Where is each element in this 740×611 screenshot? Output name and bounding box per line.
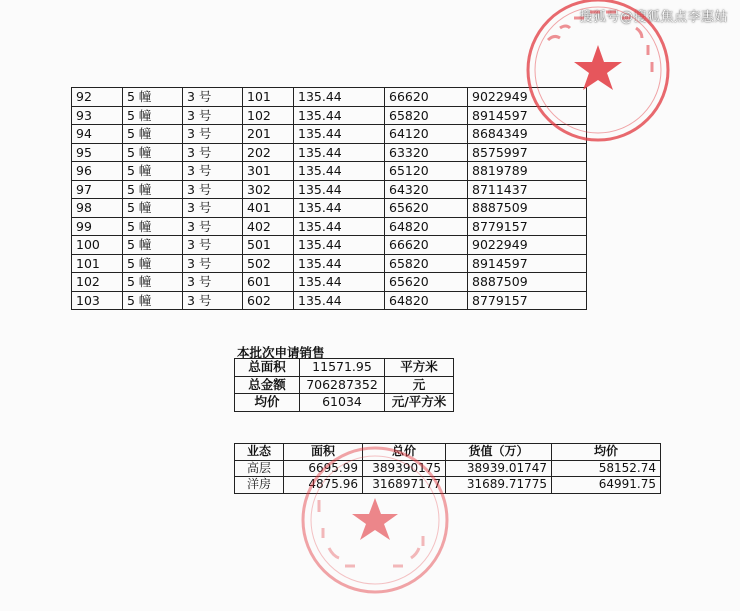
breakdown-header-cell: 面积 xyxy=(284,444,363,461)
unit-cell: 201 xyxy=(243,125,294,144)
breakdown-cell: 31689.71775 xyxy=(446,477,552,494)
breakdown-table xyxy=(234,443,661,494)
unit-cell: 3 号 xyxy=(183,162,243,181)
seal-star-icon xyxy=(574,45,622,90)
summary-label: 均价 xyxy=(235,394,300,412)
unit-cell: 3 号 xyxy=(183,199,243,218)
unit-cell: 135.44 xyxy=(294,125,385,144)
unit-cell: 9022949 xyxy=(468,236,587,255)
breakdown-row xyxy=(235,477,661,494)
unit-cell: 65820 xyxy=(385,106,468,125)
summary-value: 61034 xyxy=(300,394,385,412)
watermark-text: 搜狐号@搜狐焦点李惠姑 xyxy=(579,10,728,25)
unit-cell: 103 xyxy=(72,291,123,310)
unit-cell: 3 号 xyxy=(183,106,243,125)
unit-row xyxy=(72,106,587,125)
unit-cell: 135.44 xyxy=(294,180,385,199)
unit-row xyxy=(72,217,587,236)
unit-row xyxy=(72,143,587,162)
unit-cell: 135.44 xyxy=(294,106,385,125)
breakdown-cell: 58152.74 xyxy=(552,460,661,477)
breakdown-cell: 316897177 xyxy=(363,477,446,494)
unit-cell: 5 幢 xyxy=(123,236,183,255)
unit-cell: 100 xyxy=(72,236,123,255)
unit-cell: 5 幢 xyxy=(123,291,183,310)
unit-cell: 202 xyxy=(243,143,294,162)
breakdown-header-cell: 货值（万） xyxy=(446,444,552,461)
unit-cell: 5 幢 xyxy=(123,88,183,107)
breakdown-header-row xyxy=(235,444,661,461)
unit-cell: 135.44 xyxy=(294,199,385,218)
unit-cell: 3 号 xyxy=(183,125,243,144)
unit-cell: 5 幢 xyxy=(123,125,183,144)
unit-cell: 8779157 xyxy=(468,291,587,310)
summary-row-amount xyxy=(235,376,454,394)
unit-cell: 3 号 xyxy=(183,273,243,292)
unit-row xyxy=(72,162,587,181)
unit-row xyxy=(72,88,587,107)
unit-cell: 5 幢 xyxy=(123,162,183,181)
unit-cell: 93 xyxy=(72,106,123,125)
unit-row xyxy=(72,125,587,144)
breakdown-cell: 高层 xyxy=(235,460,284,477)
unit-cell: 96 xyxy=(72,162,123,181)
unit-cell: 302 xyxy=(243,180,294,199)
breakdown-cell: 6695.99 xyxy=(284,460,363,477)
unit-cell: 602 xyxy=(243,291,294,310)
unit-row xyxy=(72,291,587,310)
unit-cell: 101 xyxy=(72,254,123,273)
summary-unit: 平方米 xyxy=(385,359,454,377)
unit-cell: 8914597 xyxy=(468,254,587,273)
summary-unit: 元/平方米 xyxy=(385,394,454,412)
unit-cell: 135.44 xyxy=(294,88,385,107)
unit-cell: 98 xyxy=(72,199,123,218)
unit-cell: 101 xyxy=(243,88,294,107)
unit-cell: 63320 xyxy=(385,143,468,162)
unit-cell: 3 号 xyxy=(183,236,243,255)
unit-cell: 601 xyxy=(243,273,294,292)
unit-cell: 102 xyxy=(243,106,294,125)
unit-cell: 135.44 xyxy=(294,273,385,292)
unit-cell: 3 号 xyxy=(183,180,243,199)
unit-cell: 3 号 xyxy=(183,143,243,162)
summary-label: 总金额 xyxy=(235,376,300,394)
breakdown-row xyxy=(235,460,661,477)
unit-cell: 64320 xyxy=(385,180,468,199)
unit-cell: 5 幢 xyxy=(123,273,183,292)
unit-cell: 3 号 xyxy=(183,254,243,273)
breakdown-cell: 38939.01747 xyxy=(446,460,552,477)
unit-cell: 135.44 xyxy=(294,217,385,236)
unit-cell: 301 xyxy=(243,162,294,181)
unit-cell: 135.44 xyxy=(294,291,385,310)
unit-cell: 8887509 xyxy=(468,273,587,292)
unit-cell: 8887509 xyxy=(468,199,587,218)
unit-cell: 135.44 xyxy=(294,236,385,255)
unit-row xyxy=(72,236,587,255)
unit-cell: 64120 xyxy=(385,125,468,144)
summary-unit: 元 xyxy=(385,376,454,394)
unit-cell: 97 xyxy=(72,180,123,199)
unit-cell: 5 幢 xyxy=(123,217,183,236)
unit-cell: 3 号 xyxy=(183,291,243,310)
unit-cell: 135.44 xyxy=(294,143,385,162)
unit-cell: 3 号 xyxy=(183,217,243,236)
unit-cell: 65820 xyxy=(385,254,468,273)
unit-cell: 8914597 xyxy=(468,106,587,125)
unit-cell: 66620 xyxy=(385,236,468,255)
summary-table xyxy=(234,358,454,412)
unit-cell: 8819789 xyxy=(468,162,587,181)
unit-row xyxy=(72,273,587,292)
unit-cell: 402 xyxy=(243,217,294,236)
unit-row xyxy=(72,180,587,199)
unit-cell: 5 幢 xyxy=(123,180,183,199)
breakdown-header-cell: 业态 xyxy=(235,444,284,461)
summary-heading: 本批次申请销售 xyxy=(237,345,325,360)
unit-cell: 8684349 xyxy=(468,125,587,144)
unit-cell: 65620 xyxy=(385,199,468,218)
summary-label: 总面积 xyxy=(235,359,300,377)
summary-value: 11571.95 xyxy=(300,359,385,377)
unit-cell: 102 xyxy=(72,273,123,292)
unit-cell: 99 xyxy=(72,217,123,236)
unit-cell: 135.44 xyxy=(294,162,385,181)
unit-cell: 501 xyxy=(243,236,294,255)
breakdown-cell: 洋房 xyxy=(235,477,284,494)
units-table xyxy=(71,87,587,310)
unit-cell: 401 xyxy=(243,199,294,218)
unit-cell: 5 幢 xyxy=(123,199,183,218)
unit-cell: 66620 xyxy=(385,88,468,107)
summary-row-average xyxy=(235,394,454,412)
breakdown-header-cell: 均价 xyxy=(552,444,661,461)
unit-row xyxy=(72,254,587,273)
unit-cell: 64820 xyxy=(385,217,468,236)
unit-cell: 95 xyxy=(72,143,123,162)
unit-cell: 502 xyxy=(243,254,294,273)
unit-cell: 8779157 xyxy=(468,217,587,236)
unit-cell: 5 幢 xyxy=(123,254,183,273)
unit-cell: 65120 xyxy=(385,162,468,181)
breakdown-cell: 389390175 xyxy=(363,460,446,477)
seal-star-icon xyxy=(352,498,398,540)
unit-cell: 92 xyxy=(72,88,123,107)
unit-cell: 8711437 xyxy=(468,180,587,199)
unit-row xyxy=(72,199,587,218)
breakdown-cell: 64991.75 xyxy=(552,477,661,494)
unit-cell: 64820 xyxy=(385,291,468,310)
unit-cell: 8575997 xyxy=(468,143,587,162)
unit-cell: 5 幢 xyxy=(123,106,183,125)
unit-cell: 135.44 xyxy=(294,254,385,273)
unit-cell: 3 号 xyxy=(183,88,243,107)
unit-cell: 65620 xyxy=(385,273,468,292)
summary-value: 706287352 xyxy=(300,376,385,394)
unit-cell: 5 幢 xyxy=(123,143,183,162)
unit-cell: 94 xyxy=(72,125,123,144)
summary-row-area xyxy=(235,359,454,377)
breakdown-header-cell: 总价 xyxy=(363,444,446,461)
breakdown-cell: 4875.96 xyxy=(284,477,363,494)
unit-cell: 9022949 xyxy=(468,88,587,107)
